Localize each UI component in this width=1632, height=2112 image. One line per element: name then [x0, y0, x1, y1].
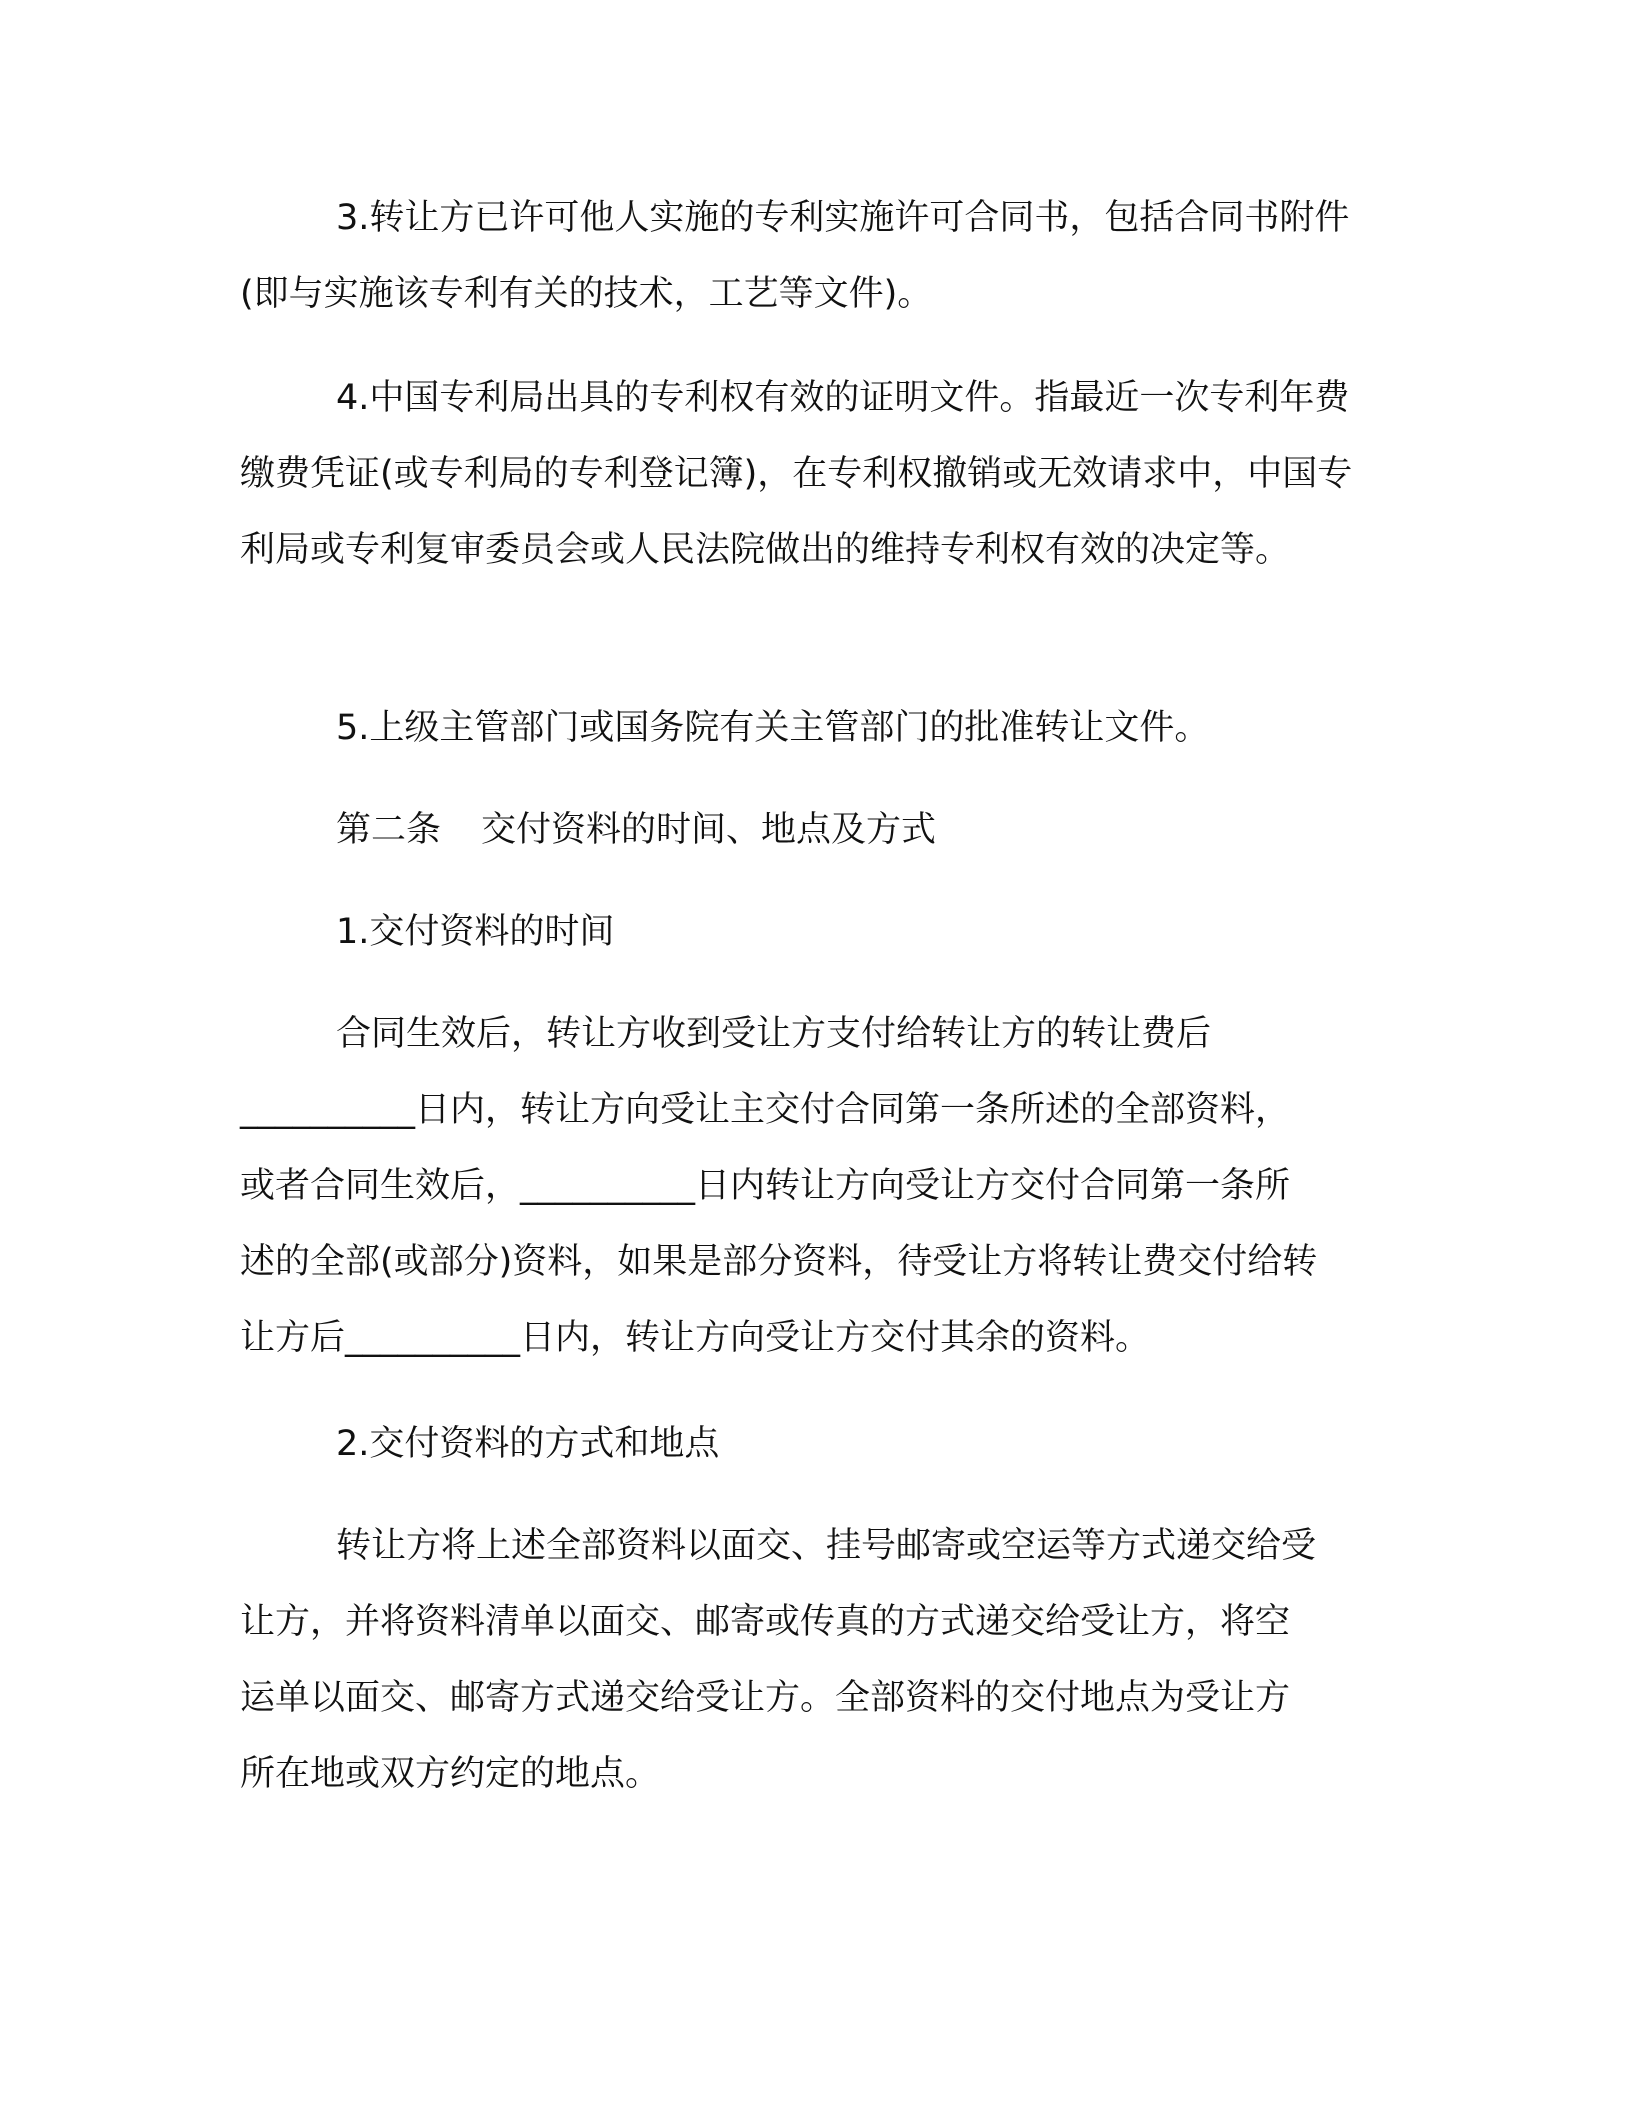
article-heading	[336, 792, 936, 868]
delivery-time-line-1: 合同生效后，转让方收到受让方支付给转让方的转让费后	[336, 1014, 1212, 1054]
delivery-method-line-3: 运单以面交、邮寄方式递交给受让方。全部资料的交付地点为受让方	[240, 1678, 1291, 1718]
delivery-time-line-3: 或者合同生效后，__________日内转让方向受让方交付合同第一条所	[240, 1166, 1291, 1206]
delivery-method-line-2: 让方，并将资料清单以面交、邮寄或传真的方式递交给受让方，将空	[240, 1602, 1291, 1642]
subsection-title-method: 2.交付资料的方式和地点	[336, 1424, 720, 1464]
delivery-time-line-4: 述的全部(或部分)资料，如果是部分资料，待受让方将转让费交付给转	[240, 1242, 1318, 1282]
delivery-time-line-2: __________日内，转让方向受让主交付合同第一条所述的全部资料，	[240, 1090, 1291, 1130]
paragraph-item-4: 4.中国专利局出具的专利权有效的证明文件。指最近一次专利年费缴费凭证(或专利局的专利登记簿)，在专利权撤销或无效请求中，中国专利局或专利复审委员会或人民法院做出的维持专利权有效的决定等。	[240, 378, 1353, 570]
paragraph-item-3: 3.转让方已许可他人实施的专利实施许可合同书，包括合同书附件(即与实施该专利有关的技术，工艺等文件)。	[240, 198, 1350, 314]
delivery-method-line-4: 所在地或双方约定的地点。	[240, 1754, 661, 1794]
article-title: 交付资料的时间、地点及方式	[481, 810, 937, 850]
subsection-title-time: 1.交付资料的时间	[336, 912, 615, 952]
delivery-time-line-5: 让方后__________日内，转让方向受让方交付其余的资料。	[240, 1318, 1151, 1358]
paragraph-item-5: 5.上级主管部门或国务院有关主管部门的批准转让文件。	[336, 708, 1210, 748]
article-number: 第二条	[336, 810, 442, 850]
delivery-method-line-1: 转让方将上述全部资料以面交、挂号邮寄或空运等方式递交给受	[336, 1526, 1317, 1566]
